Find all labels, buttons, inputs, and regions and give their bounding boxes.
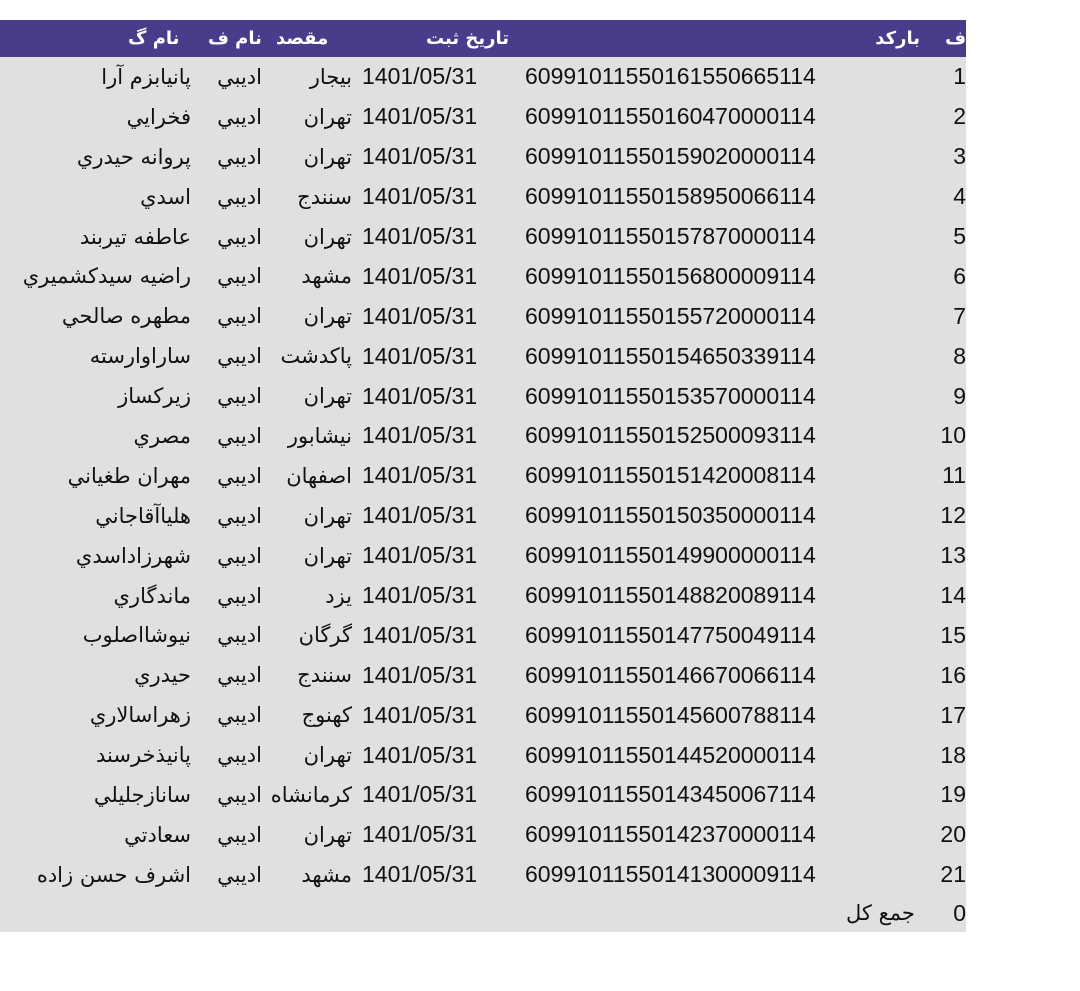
row-date: 1401/05/31: [362, 103, 478, 130]
row-index: 4: [953, 183, 966, 210]
table-row: [0, 336, 966, 376]
row-barcode: 60991011550161550665114: [525, 63, 816, 90]
row-destination: تهران: [303, 144, 352, 169]
row-barcode: 60991011550148820089114: [525, 582, 816, 609]
row-index: 14: [940, 582, 966, 609]
row-sender: اديبي: [217, 583, 262, 608]
row-date: 1401/05/31: [362, 781, 478, 808]
table-row: [0, 137, 966, 177]
row-index: 9: [953, 382, 966, 409]
row-date: 1401/05/31: [362, 342, 478, 369]
row-destination: سنندج: [297, 184, 352, 209]
row-receiver: سانازجليلي: [93, 782, 191, 807]
row-barcode: 60991011550145600788114: [525, 701, 816, 728]
row-receiver: عاطفه تيربند: [79, 224, 191, 249]
row-destination: تهران: [303, 384, 352, 409]
row-date: 1401/05/31: [362, 143, 478, 170]
row-barcode: 60991011550155720000114: [525, 302, 816, 329]
row-sender: اديبي: [217, 184, 262, 209]
row-barcode: 60991011550158950066114: [525, 183, 816, 210]
row-destination: تهران: [303, 503, 352, 528]
table-row: [0, 615, 966, 655]
row-sender: اديبي: [217, 304, 262, 329]
row-date: 1401/05/31: [362, 262, 478, 289]
row-index: 5: [953, 223, 966, 249]
header-barcode: بارکد: [875, 28, 920, 49]
row-index: 19: [940, 781, 966, 808]
row-index: 15: [940, 621, 966, 648]
row-barcode: 60991011550156800009114: [525, 262, 816, 289]
row-barcode: 60991011550154650339114: [525, 342, 816, 369]
row-receiver: ساراوارسته: [89, 344, 191, 369]
table-row: [0, 456, 966, 496]
row-receiver: اسدي: [140, 184, 191, 209]
row-sender: اديبي: [217, 822, 262, 847]
row-receiver: نيوشااصلوب: [82, 623, 191, 648]
row-receiver: پروانه حيدري: [76, 144, 191, 169]
table-body: [0, 57, 966, 895]
row-sender: اديبي: [217, 144, 262, 169]
row-sender: اديبي: [217, 344, 262, 369]
row-barcode: 60991011550142370000114: [525, 821, 816, 848]
row-barcode: 60991011550157870000114: [525, 223, 816, 249]
row-destination: تهران: [303, 822, 352, 847]
row-sender: اديبي: [217, 224, 262, 249]
row-destination: تهران: [303, 104, 352, 129]
row-sender: اديبي: [217, 64, 262, 89]
row-destination: تهران: [303, 224, 352, 249]
row-barcode: 60991011550143450067114: [525, 781, 816, 808]
row-receiver: مطهره صالحي: [61, 304, 191, 329]
header-date: تاريخ ثبت: [426, 28, 510, 49]
row-barcode: 60991011550149900000114: [525, 542, 816, 569]
row-receiver: اشرف حسن زاده: [36, 862, 191, 887]
row-index: 13: [940, 542, 966, 569]
row-receiver: ماندگاري: [113, 583, 191, 608]
row-date: 1401/05/31: [362, 821, 478, 848]
row-sender: اديبي: [217, 503, 262, 528]
header-destination: مقصد: [276, 28, 329, 49]
row-receiver: شهرزاداسدي: [75, 543, 191, 568]
row-destination: تهران: [303, 543, 352, 568]
row-receiver: مصري: [133, 423, 191, 448]
row-destination: اصفهان: [286, 463, 352, 488]
table-row: [0, 217, 966, 257]
row-index: 3: [953, 143, 966, 170]
table-row: [0, 416, 966, 456]
row-barcode: 60991011550146670066114: [525, 661, 816, 688]
row-date: 1401/05/31: [362, 741, 478, 768]
row-date: 1401/05/31: [362, 542, 478, 569]
row-index: 8: [953, 342, 966, 369]
table-row: [0, 815, 966, 855]
row-receiver: هلياآقاجاني: [95, 503, 191, 528]
row-sender: اديبي: [217, 543, 262, 568]
row-receiver: راضيه سيدکشميري: [22, 264, 191, 289]
row-index: 6: [953, 262, 966, 289]
row-barcode: 60991011550147750049114: [525, 621, 816, 648]
table-row: [0, 855, 966, 895]
table-row: [0, 177, 966, 217]
row-destination: کرمانشاه: [270, 782, 352, 807]
row-sender: اديبي: [217, 423, 262, 448]
row-barcode: 60991011550151420008114: [525, 462, 816, 489]
row-date: 1401/05/31: [362, 63, 478, 90]
table-row: [0, 97, 966, 137]
row-index: 2: [953, 103, 966, 130]
row-index: 17: [940, 701, 966, 728]
table-row: [0, 735, 966, 775]
row-sender: اديبي: [217, 463, 262, 488]
row-date: 1401/05/31: [362, 223, 478, 249]
row-date: 1401/05/31: [362, 701, 478, 728]
row-index: 21: [940, 861, 966, 888]
row-sender: اديبي: [217, 743, 262, 768]
row-destination: تهران: [303, 304, 352, 329]
table-row: [0, 655, 966, 695]
row-receiver: زيرکساز: [118, 384, 191, 409]
row-date: 1401/05/31: [362, 502, 478, 529]
row-receiver: پانيذخرسند: [96, 743, 191, 768]
row-destination: سنندج: [297, 663, 352, 688]
row-receiver: سعادتي: [124, 822, 191, 847]
row-destination: يزد: [325, 583, 352, 608]
row-date: 1401/05/31: [362, 302, 478, 329]
row-date: 1401/05/31: [362, 861, 478, 888]
row-date: 1401/05/31: [362, 183, 478, 210]
total-value: 0: [953, 899, 966, 926]
row-date: 1401/05/31: [362, 382, 478, 409]
row-receiver: زهراسالاري: [89, 703, 191, 728]
row-sender: اديبي: [217, 862, 262, 887]
row-barcode: 60991011550141300009114: [525, 861, 816, 888]
row-index: 12: [940, 502, 966, 529]
row-receiver: فخرايي: [126, 104, 191, 129]
row-barcode: 60991011550159020000114: [525, 143, 816, 170]
table-row: [0, 775, 966, 815]
row-destination: تهران: [303, 743, 352, 768]
row-sender: اديبي: [217, 663, 262, 688]
table-header: [0, 20, 966, 57]
row-barcode: 60991011550160470000114: [525, 103, 816, 130]
row-sender: اديبي: [217, 782, 262, 807]
row-destination: گرگان: [298, 623, 352, 648]
row-receiver: پانيابزم آرا: [101, 64, 191, 89]
row-date: 1401/05/31: [362, 422, 478, 449]
row-barcode: 60991011550152500093114: [525, 422, 816, 449]
row-destination: نيشابور: [287, 423, 352, 448]
table-row: [0, 256, 966, 296]
row-sender: اديبي: [217, 384, 262, 409]
row-index: 20: [940, 821, 966, 848]
table-row: [0, 536, 966, 576]
table-row: [0, 496, 966, 536]
table-row: [0, 296, 966, 336]
row-barcode: 60991011550144520000114: [525, 741, 816, 768]
row-sender: اديبي: [217, 703, 262, 728]
row-receiver: مهران طغياني: [67, 463, 191, 488]
row-sender: اديبي: [217, 623, 262, 648]
row-barcode: 60991011550153570000114: [525, 382, 816, 409]
row-sender: اديبي: [217, 264, 262, 289]
header-index: ف: [945, 28, 966, 49]
shipments-table: [0, 20, 966, 932]
table-row: [0, 576, 966, 616]
row-index: 7: [953, 302, 966, 329]
row-destination: بيجار: [309, 64, 352, 89]
header-sender-name: نام ف: [208, 28, 262, 49]
row-index: 16: [940, 661, 966, 688]
table-row: [0, 57, 966, 97]
header-receiver-name: نام گ: [128, 28, 180, 49]
row-sender: اديبي: [217, 104, 262, 129]
row-destination: مشهد: [301, 264, 352, 289]
row-date: 1401/05/31: [362, 462, 478, 489]
total-row: [0, 895, 966, 932]
row-index: 18: [940, 741, 966, 768]
table-row: [0, 376, 966, 416]
table-row: [0, 695, 966, 735]
row-date: 1401/05/31: [362, 661, 478, 688]
row-destination: مشهد: [301, 862, 352, 887]
row-index: 11: [942, 462, 966, 489]
total-label: جمع کل: [846, 901, 915, 926]
row-index: 1: [953, 63, 966, 90]
row-destination: پاکدشت: [280, 344, 352, 369]
row-date: 1401/05/31: [362, 621, 478, 648]
row-index: 10: [940, 422, 966, 449]
row-destination: کهنوج: [301, 703, 352, 728]
row-receiver: حيدري: [134, 663, 191, 688]
row-date: 1401/05/31: [362, 582, 478, 609]
row-barcode: 60991011550150350000114: [525, 502, 816, 529]
